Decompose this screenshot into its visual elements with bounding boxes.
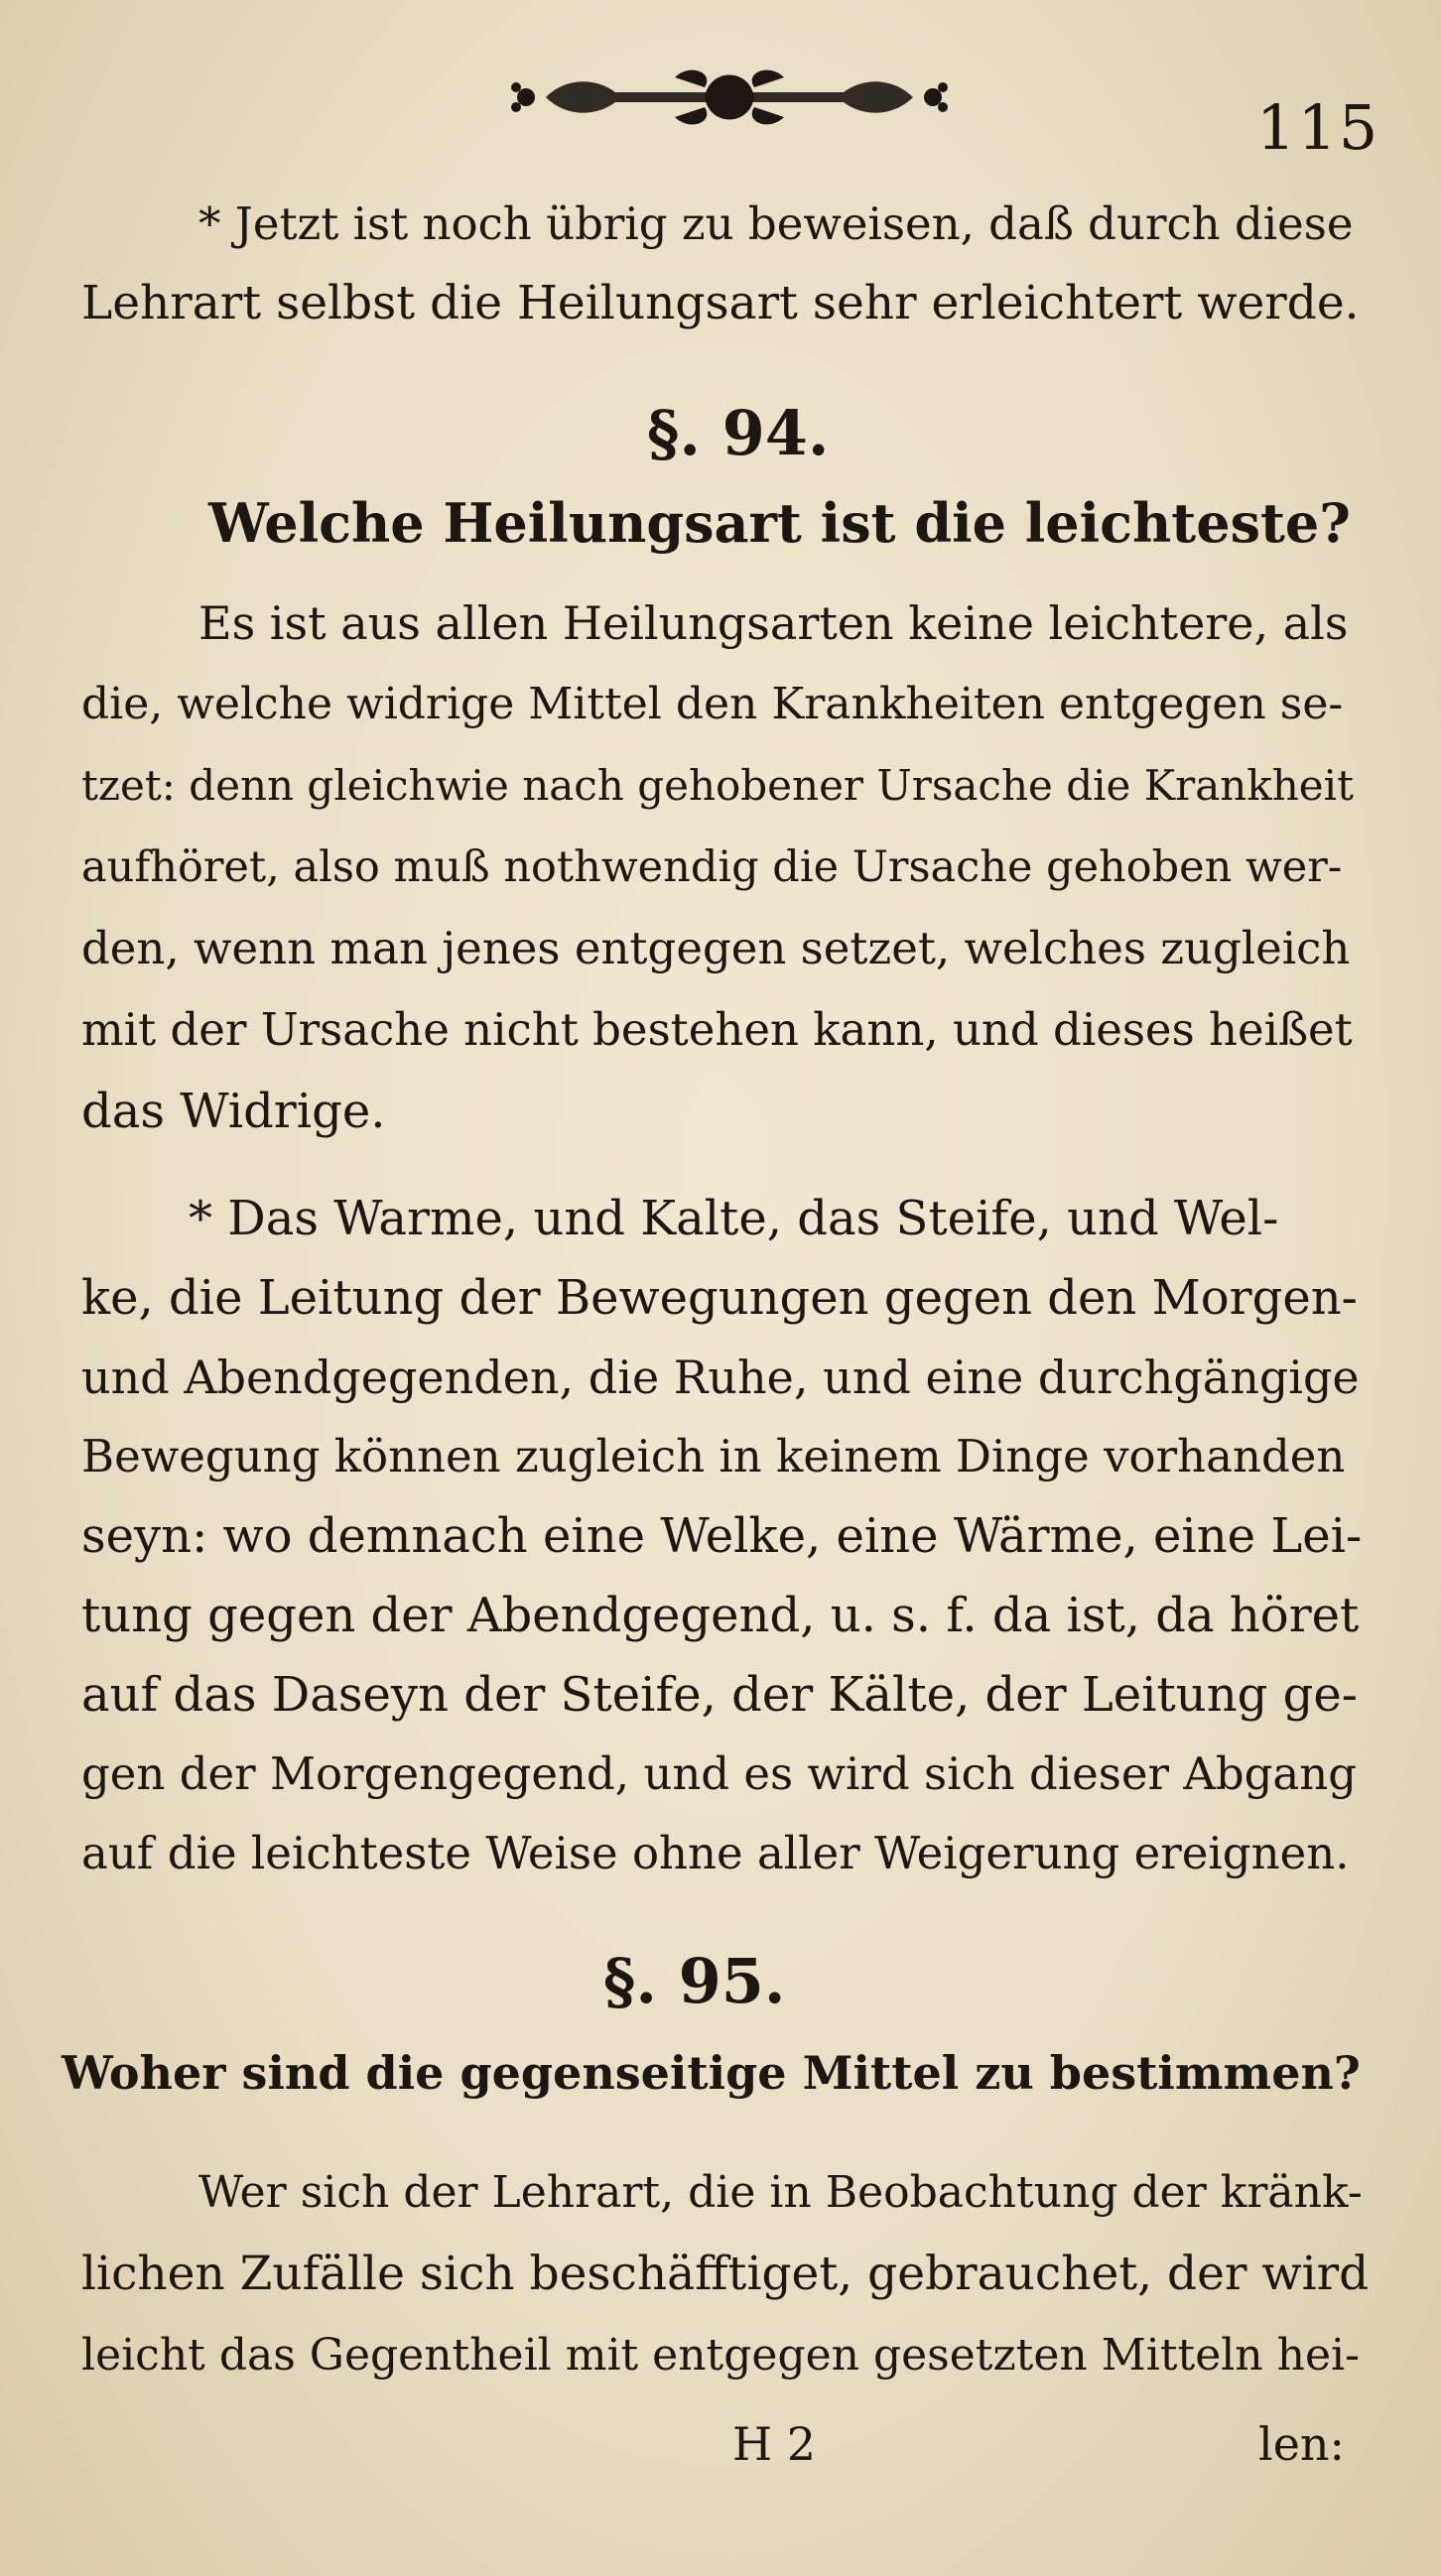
- note-line: auf die leichteste Weise ohne aller Weigerung ereignen.: [81, 1827, 1350, 1879]
- note-line: tung gegen der Abendgegend, u. s. f. da ist, da höret: [81, 1588, 1360, 1643]
- note1-line: * Jetzt ist noch übrig zu beweisen, daß durch diese: [198, 197, 1354, 250]
- body-line: die, welche widrige Mittel den Krankheiten entgegen se-: [81, 679, 1344, 729]
- section-title: Woher sind die gegenseitige Mittel zu bestimmen?: [62, 2046, 1361, 2100]
- section-number: §. 94.: [647, 397, 830, 469]
- section-title: Welche Heilungsart ist die leichteste?: [208, 491, 1351, 555]
- section-number: §. 95.: [603, 1945, 786, 2017]
- body-line: Es ist aus allen Heilungsarten keine leichtere, als: [198, 596, 1349, 650]
- body-line: das Widrige.: [81, 1084, 386, 1139]
- note-line: * Das Warme, und Kalte, das Steife, und Wel-: [189, 1191, 1279, 1246]
- note-line: ke, die Leitung der Bewegungen gegen den Morgen-: [81, 1270, 1358, 1326]
- body-line: mit der Ursache nicht bestehen kann, und dieses heißet: [81, 1003, 1353, 1056]
- page-number: 115: [1256, 91, 1380, 164]
- note-line: und Abendgegenden, die Ruhe, und eine durchgängige: [81, 1351, 1360, 1404]
- note-line: gen der Morgengegend, und es wird sich dieser Abgang: [81, 1747, 1358, 1800]
- body-line: Wer sich der Lehrart, die in Beobachtung der kränk-: [198, 2167, 1363, 2218]
- body-line: tzet: denn gleichwie nach gehobener Ursache die Krankheit: [81, 761, 1354, 810]
- signature-mark: H 2: [732, 2417, 817, 2471]
- body-line: leicht das Gegentheil mit entgegen gesetzten Mitteln hei-: [81, 2330, 1360, 2381]
- note-line: Bewegung können zugleich in keinem Dinge vorhanden: [81, 1430, 1346, 1482]
- printer-ornament: [506, 58, 953, 137]
- body-line: aufhöret, also muß nothwendig die Ursache gehoben wer-: [81, 842, 1343, 892]
- body-line: lichen Zufälle sich beschäfftiget, gebrauchet, der wird: [81, 2247, 1370, 2301]
- body-line: den, wenn man jenes entgegen setzet, welches zugleich: [81, 922, 1351, 974]
- note-line: seyn: wo demnach eine Welke, eine Wärme, eine Lei-: [81, 1508, 1363, 1564]
- catchword: len:: [1258, 2417, 1346, 2471]
- note-line: auf das Daseyn der Steife, der Kälte, der Leitung ge-: [81, 1667, 1358, 1723]
- note1-line: Lehrart selbst die Heilungsart sehr erleichtert werde.: [81, 276, 1360, 330]
